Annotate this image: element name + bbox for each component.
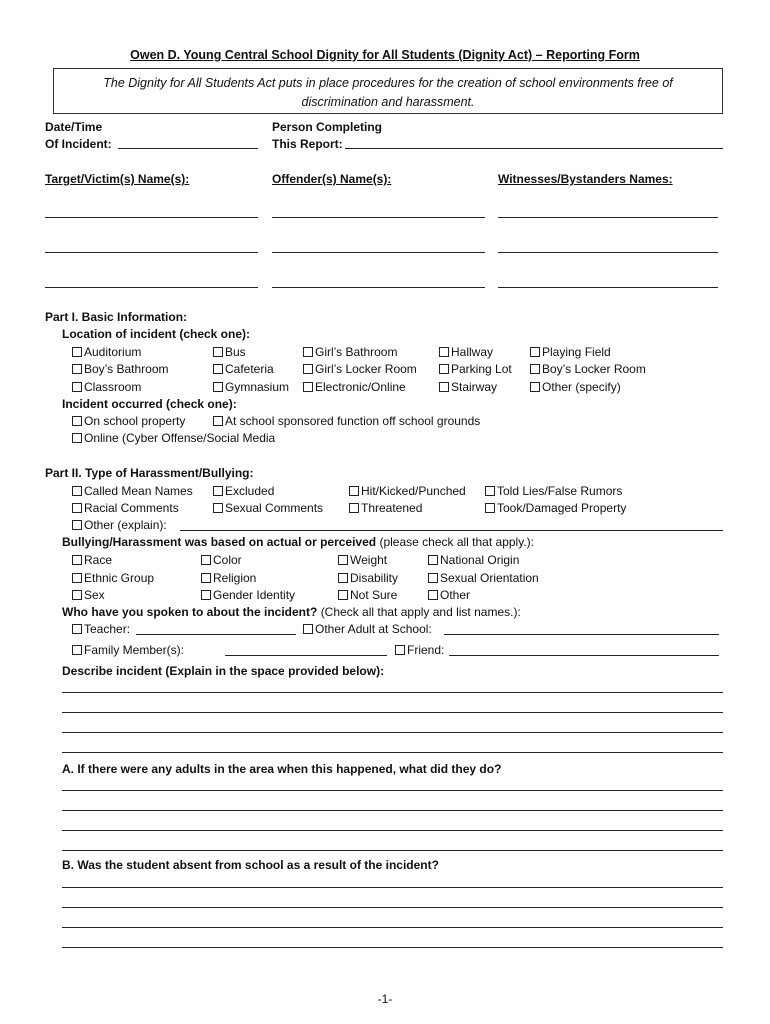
checkbox[interactable] xyxy=(72,573,82,583)
spoken-friend-option[interactable]: Friend: xyxy=(395,643,444,657)
checkbox[interactable] xyxy=(530,364,540,374)
checkbox[interactable] xyxy=(303,347,313,357)
basis-option[interactable]: Sex xyxy=(72,588,105,602)
checkbox[interactable] xyxy=(201,590,211,600)
basis-option[interactable]: Religion xyxy=(201,571,256,585)
offender-name-field[interactable] xyxy=(272,217,485,218)
checkbox[interactable] xyxy=(338,573,348,583)
checkbox[interactable] xyxy=(303,364,313,374)
witness-name-field[interactable] xyxy=(498,287,718,288)
basis-option[interactable]: Ethnic Group xyxy=(72,571,154,585)
checkbox[interactable] xyxy=(439,347,449,357)
checkbox[interactable] xyxy=(72,433,82,443)
checkbox[interactable] xyxy=(213,364,223,374)
basis-option[interactable]: Color xyxy=(201,553,242,567)
basis-option[interactable]: Race xyxy=(72,553,112,567)
teacher-name-field[interactable] xyxy=(136,634,296,635)
basis-heading: Bullying/Harassment was based on actual or perceived (please check all that apply.): xyxy=(62,535,534,549)
target-name-field[interactable] xyxy=(45,252,258,253)
checkbox[interactable] xyxy=(72,520,82,530)
answer-a-line[interactable] xyxy=(62,810,723,811)
offender-name-field[interactable] xyxy=(272,252,485,253)
describe-heading: Describe incident (Explain in the space provided below): xyxy=(62,664,385,678)
location-option[interactable]: Stairway xyxy=(439,380,497,394)
checkbox[interactable] xyxy=(530,382,540,392)
checkbox[interactable] xyxy=(485,503,495,513)
checkbox[interactable] xyxy=(303,382,313,392)
occurred-option[interactable]: On school property xyxy=(72,414,185,428)
answer-a-line[interactable] xyxy=(62,850,723,851)
answer-b-line[interactable] xyxy=(62,907,723,908)
harassment-type-option[interactable]: Told Lies/False Rumors xyxy=(485,484,622,498)
harassment-type-option[interactable]: Excluded xyxy=(213,484,274,498)
checkbox[interactable] xyxy=(201,555,211,565)
harassment-type-other[interactable]: Other (explain): xyxy=(72,518,167,532)
part1-heading: Part I. Basic Information: xyxy=(45,310,188,324)
basis-option[interactable]: National Origin xyxy=(428,553,519,567)
location-option[interactable]: Girl’s Bathroom xyxy=(303,345,397,359)
location-option[interactable]: Playing Field xyxy=(530,345,611,359)
person-completing-label: Person Completing xyxy=(272,120,383,134)
harassment-type-option[interactable]: Racial Comments xyxy=(72,501,179,515)
describe-line[interactable] xyxy=(62,712,723,713)
checkbox[interactable] xyxy=(213,503,223,513)
checkbox[interactable] xyxy=(428,555,438,565)
checkbox[interactable] xyxy=(485,486,495,496)
answer-a-line[interactable] xyxy=(62,830,723,831)
answer-b-line[interactable] xyxy=(62,887,723,888)
friend-name-field[interactable] xyxy=(449,655,719,656)
checkbox[interactable] xyxy=(439,364,449,374)
checkbox[interactable] xyxy=(349,503,359,513)
occurred-option[interactable]: Online (Cyber Offense/Social Media xyxy=(72,431,275,445)
target-name-field[interactable] xyxy=(45,217,258,218)
checkbox[interactable] xyxy=(72,486,82,496)
other-explain-field[interactable] xyxy=(180,530,723,531)
basis-option[interactable]: Weight xyxy=(338,553,387,567)
question-a: A. If there were any adults in the area when this happened, what did they do? xyxy=(62,762,502,776)
target-name-field[interactable] xyxy=(45,287,258,288)
witnesses-header: Witnesses/Bystanders Names: xyxy=(498,172,673,186)
date-time-field[interactable] xyxy=(118,148,258,149)
checkbox[interactable] xyxy=(530,347,540,357)
harassment-type-option[interactable]: Took/Damaged Property xyxy=(485,501,626,515)
spoken-family-option[interactable]: Family Member(s): xyxy=(72,643,184,657)
other-adult-name-field[interactable] xyxy=(444,634,719,635)
location-option[interactable]: Bus xyxy=(213,345,246,359)
checkbox[interactable] xyxy=(439,382,449,392)
witness-name-field[interactable] xyxy=(498,252,718,253)
date-time-label: Date/Time xyxy=(45,120,103,134)
harassment-type-option[interactable]: Hit/Kicked/Punched xyxy=(349,484,466,498)
basis-option[interactable]: Sexual Orientation xyxy=(428,571,539,585)
checkbox[interactable] xyxy=(338,590,348,600)
location-option[interactable]: Boy’s Bathroom xyxy=(72,362,169,376)
spoken-other-adult-option[interactable]: Other Adult at School: xyxy=(303,622,432,636)
family-member-name-field[interactable] xyxy=(225,655,387,656)
basis-option[interactable]: Disability xyxy=(338,571,398,585)
location-option[interactable]: Electronic/Online xyxy=(303,380,406,394)
location-option[interactable]: Boy’s Locker Room xyxy=(530,362,646,376)
harassment-type-option[interactable]: Called Mean Names xyxy=(72,484,193,498)
question-b: B. Was the student absent from school as a result of the incident? xyxy=(62,858,439,872)
answer-b-line[interactable] xyxy=(62,927,723,928)
checkbox[interactable] xyxy=(428,590,438,600)
checkbox[interactable] xyxy=(213,347,223,357)
location-option[interactable]: Other (specify) xyxy=(530,380,621,394)
describe-line[interactable] xyxy=(62,732,723,733)
location-heading: Location of incident (check one): xyxy=(62,327,251,341)
basis-option[interactable]: Not Sure xyxy=(338,588,397,602)
checkbox[interactable] xyxy=(213,486,223,496)
spoken-teacher-option[interactable]: Teacher: xyxy=(72,622,130,636)
of-incident-label: Of Incident: xyxy=(45,137,112,151)
checkbox[interactable] xyxy=(338,555,348,565)
location-option[interactable]: Gymnasium xyxy=(213,380,289,394)
intro-line-2: discrimination and harassment. xyxy=(301,95,475,109)
checkbox[interactable] xyxy=(72,624,82,634)
part2-heading: Part II. Type of Harassment/Bullying: xyxy=(45,466,254,480)
location-option[interactable]: Girl’s Locker Room xyxy=(303,362,417,376)
location-option[interactable]: Cafeteria xyxy=(213,362,274,376)
describe-line[interactable] xyxy=(62,752,723,753)
witness-name-field[interactable] xyxy=(498,217,718,218)
answer-b-line[interactable] xyxy=(62,947,723,948)
person-completing-field[interactable] xyxy=(345,148,723,149)
offenders-header: Offender(s) Name(s): xyxy=(272,172,392,186)
offender-name-field[interactable] xyxy=(272,287,485,288)
harassment-type-option[interactable]: Threatened xyxy=(349,501,422,515)
location-option[interactable]: Hallway xyxy=(439,345,493,359)
location-option[interactable]: Classroom xyxy=(72,380,141,394)
spoken-heading: Who have you spoken to about the incident? (Check all that apply and list names.): xyxy=(62,605,521,619)
checkbox[interactable] xyxy=(72,364,82,374)
location-option[interactable]: Auditorium xyxy=(72,345,141,359)
harassment-type-option[interactable]: Sexual Comments xyxy=(213,501,323,515)
checkbox[interactable] xyxy=(72,347,82,357)
page-number: -1- xyxy=(377,992,393,1006)
checkbox[interactable] xyxy=(72,590,82,600)
checkbox[interactable] xyxy=(303,624,313,634)
occurred-heading: Incident occurred (check one): xyxy=(62,397,237,411)
checkbox[interactable] xyxy=(72,416,82,426)
checkbox[interactable] xyxy=(213,416,223,426)
checkbox[interactable] xyxy=(395,645,405,655)
form-title: Owen D. Young Central School Dignity for All Students (Dignity Act) – Reporting Form xyxy=(130,48,640,62)
checkbox[interactable] xyxy=(428,573,438,583)
answer-a-line[interactable] xyxy=(62,790,723,791)
intro-box xyxy=(53,68,723,114)
basis-option[interactable]: Gender Identity xyxy=(201,588,295,602)
checkbox[interactable] xyxy=(72,645,82,655)
intro-line-1: The Dignity for All Students Act puts in place procedures for the creation of school environments free of xyxy=(103,76,673,90)
basis-option[interactable]: Other xyxy=(428,588,470,602)
location-option[interactable]: Parking Lot xyxy=(439,362,512,376)
this-report-label: This Report: xyxy=(272,137,343,151)
targets-header: Target/Victim(s) Name(s): xyxy=(45,172,190,186)
checkbox[interactable] xyxy=(72,555,82,565)
checkbox[interactable] xyxy=(201,573,211,583)
checkbox[interactable] xyxy=(72,382,82,392)
occurred-option[interactable]: At school sponsored function off school grounds xyxy=(213,414,480,428)
checkbox[interactable] xyxy=(213,382,223,392)
checkbox[interactable] xyxy=(349,486,359,496)
checkbox[interactable] xyxy=(72,503,82,513)
describe-line[interactable] xyxy=(62,692,723,693)
